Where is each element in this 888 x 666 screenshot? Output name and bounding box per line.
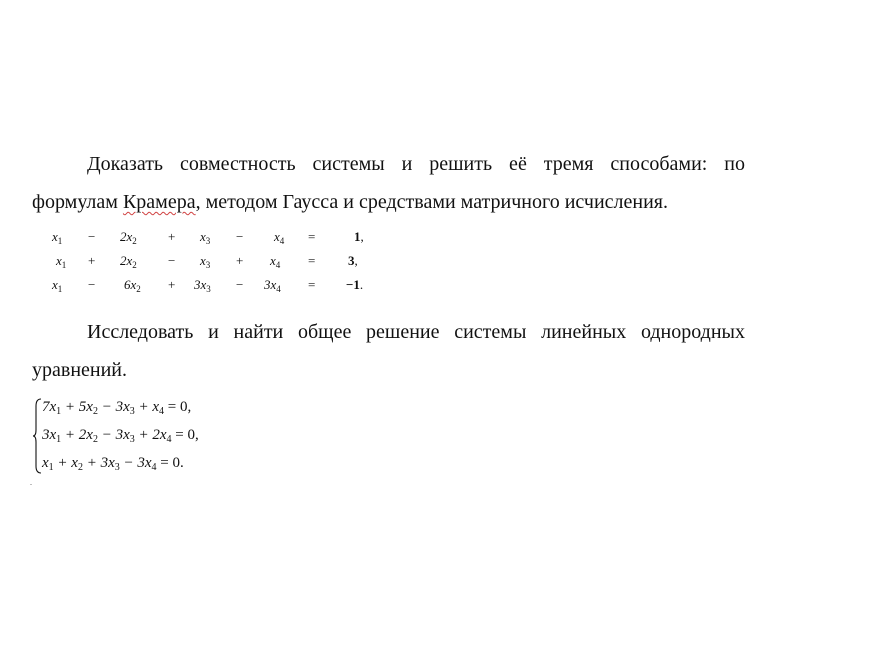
equation-system-2: [30, 396, 290, 480]
equals-sign: =: [308, 277, 316, 292]
rhs-value: 3,: [348, 253, 358, 268]
term-4: $3x_4$: [264, 277, 281, 294]
operator-2: +: [168, 277, 176, 292]
left-brace-icon: [32, 398, 42, 474]
operator-3: −: [236, 277, 244, 292]
term-3: $3x_3$: [194, 277, 211, 294]
system1-row: [40, 250, 400, 272]
operator-1: +: [88, 253, 96, 268]
term-3: $x_3$: [200, 229, 211, 246]
task1-line2-end: , методом Гаусса и средствами матричного исчисления.: [195, 191, 668, 213]
system2-row: $3x_1 + 2x_2 - 3x_3 + 2x_4 = 0$,: [42, 427, 199, 445]
task2-line2: уравнений.: [32, 359, 128, 381]
operator-1: −: [88, 277, 96, 292]
term-3: $x_3$: [200, 253, 211, 270]
trailing-mark: .: [30, 478, 32, 487]
operator-2: −: [168, 253, 176, 268]
operator-1: −: [88, 229, 96, 244]
operator-3: −: [236, 229, 244, 244]
term-2: $6x_2$: [124, 277, 141, 294]
task1-line2-start: формулам: [32, 191, 123, 213]
system2-row: $x_1 + x_2 + 3x_3 - 3x_4 = 0$.: [42, 455, 184, 473]
system1-row: [40, 274, 400, 296]
task2-line1: Исследовать и найти общее решение системы линейных однородных: [87, 321, 745, 343]
task1-line1: Доказать совместность системы и решить её тремя способами: по: [87, 153, 745, 175]
term-4: $x_4$: [274, 229, 285, 246]
task1-line2: [32, 190, 745, 214]
system2-row: $7x_1 + 5x_2 - 3x_3 + x_4 = 0$,: [42, 399, 192, 417]
equals-sign: =: [308, 229, 316, 244]
equals-sign: =: [308, 253, 316, 268]
term-1: $x_1$: [56, 253, 67, 270]
term-2: $2x_2$: [120, 253, 137, 270]
misspelled-word[interactable]: Крамера: [122, 191, 196, 213]
term-1: $x_1$: [52, 229, 63, 246]
rhs-value: −1.: [346, 277, 364, 292]
term-4: $x_4$: [270, 253, 281, 270]
rhs-value: 1,: [354, 229, 364, 244]
term-2: $2x_2$: [120, 229, 137, 246]
operator-2: +: [168, 229, 176, 244]
operator-3: +: [236, 253, 244, 268]
term-1: $x_1$: [52, 277, 63, 294]
system1-row: [40, 226, 400, 248]
